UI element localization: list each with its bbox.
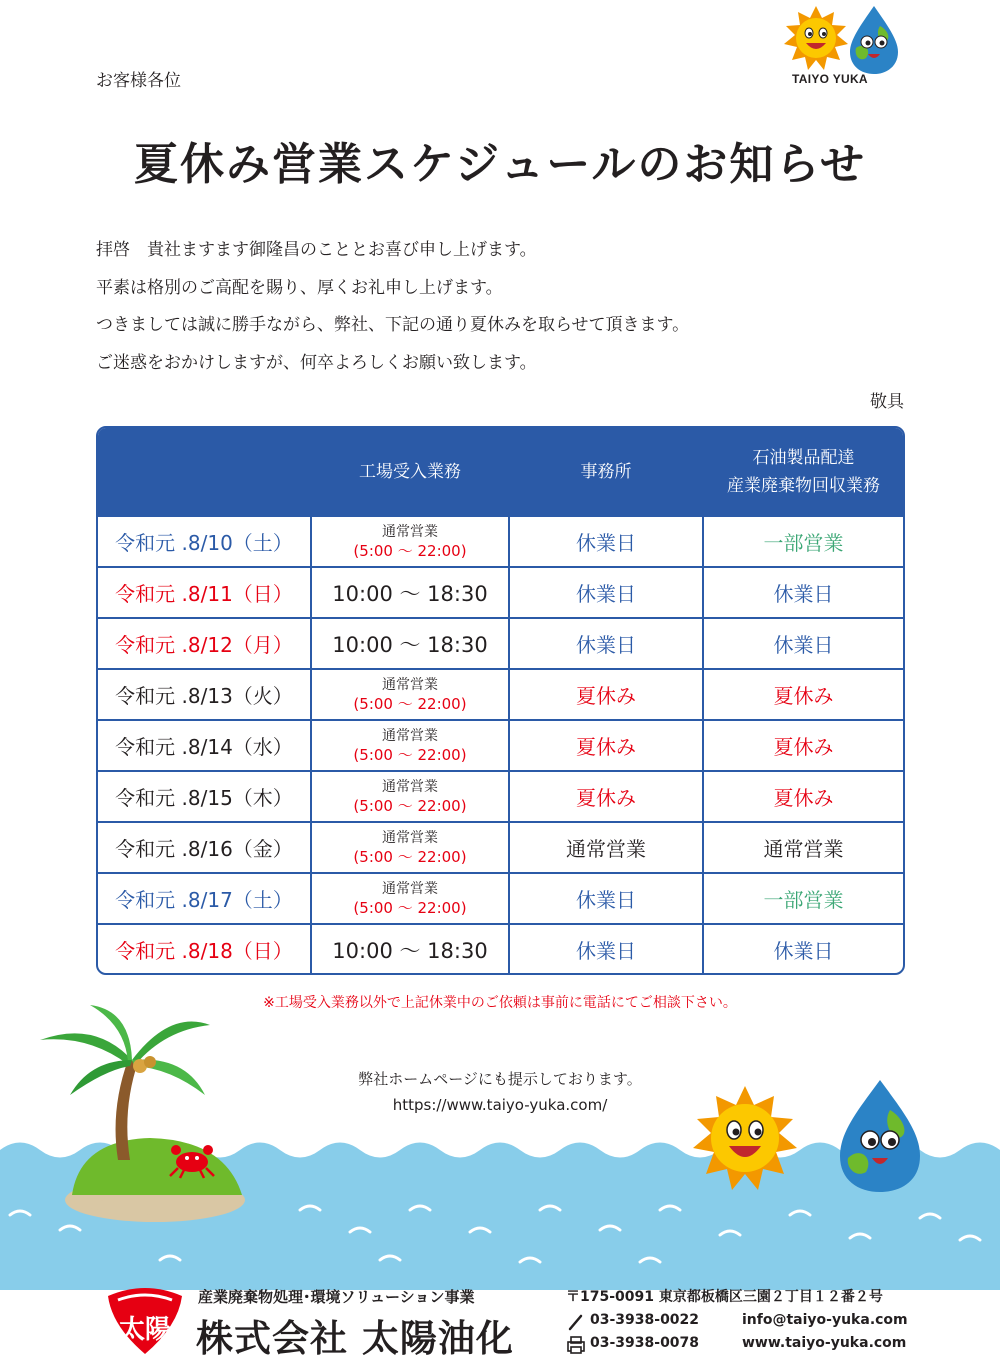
column-divider (508, 428, 510, 975)
date-cell: 令和元 .8/18（日） (115, 939, 293, 963)
date-cell: 令和元 .8/12（月） (115, 633, 293, 657)
office-cell: 休業日 (576, 531, 636, 555)
factory-cell (312, 823, 508, 872)
beach-scene-illustration (0, 1000, 1000, 1290)
business-hours-time: (5:00 ～ 22:00) (353, 898, 467, 917)
business-hours-label: 通常営業 (382, 880, 438, 897)
business-hours-label: 通常営業 (382, 523, 438, 540)
business-hours-time: (5:00 ～ 22:00) (353, 541, 467, 560)
page-title: 夏休み営業スケジュールのお知らせ (133, 139, 867, 190)
phone-icon (566, 1313, 586, 1331)
company-address: 〒175-0091 東京都板橋区三園２丁目１２番２号 (566, 1289, 883, 1305)
date-cell: 令和元 .8/10（土） (115, 531, 293, 555)
letter-body (96, 232, 906, 382)
footer (0, 1280, 1000, 1363)
letter-line: ご迷惑をおかけしますが、何卒よろしくお願い致します。 (96, 352, 537, 373)
date-cell: 令和元 .8/11（日） (115, 582, 293, 606)
factory-cell: 10:00 ～ 18:30 (332, 938, 488, 963)
table-row (98, 719, 903, 770)
logo-mark-text: 太陽 (118, 1315, 172, 1345)
office-cell: 通常営業 (566, 837, 646, 861)
office-cell: 夏休み (576, 735, 636, 759)
business-hours-time: (5:00 ～ 22:00) (353, 745, 467, 764)
table-row (98, 770, 903, 821)
factory-cell (312, 670, 508, 719)
factory-cell (312, 874, 508, 923)
company-tagline: 産業廃棄物処理･環境ソリューション事業 (198, 1288, 475, 1306)
header-cell-date (98, 428, 310, 515)
office-cell: 夏休み (576, 684, 636, 708)
table-row (98, 668, 903, 719)
office-cell: 休業日 (576, 633, 636, 657)
homepage-line: 弊社ホームページにも提示しております。 (358, 1070, 642, 1088)
company-fax: 03-3938-0078 (590, 1335, 700, 1351)
business-hours-time: (5:00 ～ 22:00) (353, 847, 467, 866)
business-hours-label: 通常営業 (382, 829, 438, 846)
table-row (98, 923, 903, 974)
delivery-cell: 休業日 (773, 939, 834, 963)
factory-cell (312, 721, 508, 770)
company-name: 株式会社 太陽油化 (196, 1317, 514, 1360)
factory-cell (312, 517, 508, 566)
business-hours-label: 通常営業 (382, 727, 438, 744)
business-hours-label: 通常営業 (382, 778, 438, 795)
date-cell: 令和元 .8/15（木） (115, 786, 293, 810)
delivery-cell: 通常営業 (763, 837, 844, 861)
header-cell-factory: 工場受入業務 (359, 461, 461, 482)
delivery-cell: 休業日 (773, 633, 834, 657)
brand-name: TAIYO YUKA (792, 72, 868, 86)
table-row (98, 617, 903, 668)
header-cell-office: 事務所 (580, 461, 632, 482)
letter-closing: 敬具 (870, 392, 904, 412)
delivery-cell: 夏休み (773, 684, 834, 708)
business-hours-time: (5:00 ～ 22:00) (353, 796, 467, 815)
letter-line: 平素は格別のご高配を賜り、厚くお礼申し上げます。 (96, 277, 503, 298)
header-cell-delivery: 石油製品配達 産業廃棄物回収業務 (727, 447, 880, 496)
date-cell: 令和元 .8/17（土） (115, 888, 293, 912)
factory-cell: 10:00 ～ 18:30 (332, 632, 488, 657)
business-hours-label: 通常営業 (382, 676, 438, 693)
table-row (98, 566, 903, 617)
office-cell: 休業日 (576, 939, 636, 963)
table-row (98, 515, 903, 566)
delivery-cell: 一部営業 (763, 888, 844, 912)
table-header (98, 428, 903, 515)
column-divider (702, 428, 704, 975)
homepage-info (0, 1066, 1000, 1118)
factory-cell (312, 772, 508, 821)
office-cell: 夏休み (576, 786, 636, 810)
office-cell: 休業日 (576, 582, 636, 606)
company-logo (100, 1286, 190, 1358)
fax-icon (566, 1336, 586, 1354)
addressee: お客様各位 (96, 71, 181, 91)
column-divider (310, 428, 312, 975)
factory-cell: 10:00 ～ 18:30 (332, 581, 488, 606)
company-tel[interactable]: 03-3938-0022 (590, 1312, 700, 1328)
date-cell: 令和元 .8/16（金） (115, 837, 293, 861)
date-cell: 令和元 .8/13（火） (115, 684, 293, 708)
letter-line: つきましては誠に勝手ながら、弊社、下記の通り夏休みを取らせて頂きます。 (96, 315, 690, 335)
schedule-table (96, 426, 905, 975)
letter-line: 拝啓 貴社ますます御隆昌のこととお喜び申し上げます。 (96, 240, 537, 260)
delivery-cell: 休業日 (773, 582, 834, 606)
table-row (98, 872, 903, 923)
delivery-cell: 夏休み (773, 735, 834, 759)
company-website[interactable]: www.taiyo-yuka.com (742, 1335, 907, 1351)
table-row (98, 821, 903, 872)
office-cell: 休業日 (576, 888, 636, 912)
homepage-url[interactable]: https://www.taiyo-yuka.com/ (392, 1096, 608, 1114)
date-cell: 令和元 .8/14（水） (115, 735, 293, 759)
notice-text: ※工場受入業務以外で上記休業中のご依頼は事前に電話にてご相談下さい。 (263, 995, 737, 1011)
business-hours-time: (5:00 ～ 22:00) (353, 694, 467, 713)
company-email[interactable]: info@taiyo-yuka.com (742, 1312, 908, 1328)
delivery-cell: 夏休み (773, 786, 834, 810)
delivery-cell: 一部営業 (763, 531, 844, 555)
